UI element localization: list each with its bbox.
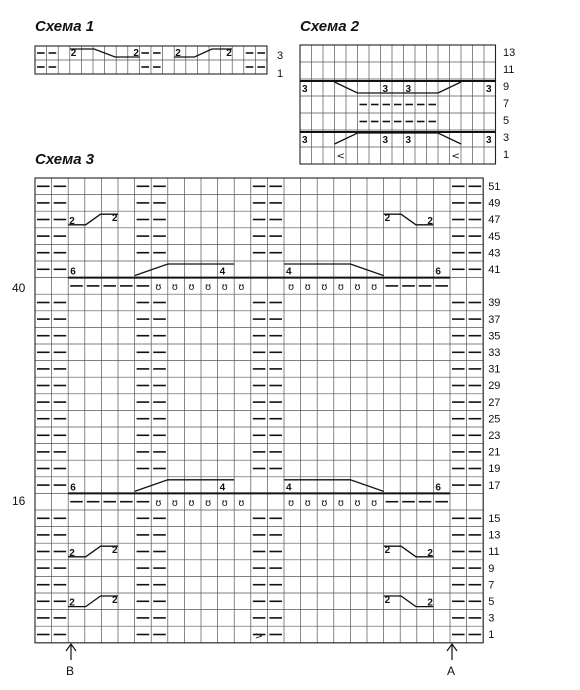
- scheme-2-row-label: 5: [503, 115, 510, 127]
- scheme-3-row-label: 35: [488, 330, 501, 343]
- yarn-over-symbol: ʊ: [238, 282, 245, 294]
- scheme-3-row-label: 47: [488, 214, 501, 227]
- yarn-over-symbol: ʊ: [354, 498, 361, 509]
- scheme-3-row-label: 45: [488, 230, 501, 243]
- yarn-over-symbol: ʊ: [371, 498, 378, 509]
- scheme-3-row-label: 43: [488, 247, 501, 260]
- scheme-3-row-label: 33: [488, 347, 501, 359]
- scheme-3-row-label: 3: [488, 612, 495, 625]
- arrow-label-b: В: [66, 664, 75, 678]
- yarn-over-symbol: ʊ: [321, 282, 328, 294]
- yarn-over-symbol: ʊ: [288, 498, 295, 509]
- scheme-2-row-label: 1: [503, 149, 510, 161]
- yarn-over-symbol: ʊ: [205, 498, 212, 509]
- scheme-3-title: Схема 3: [35, 151, 95, 168]
- cable-count: 3: [382, 84, 389, 95]
- scheme-1-title: Схема 1: [35, 18, 95, 35]
- scheme-3-side-label-40: 40: [12, 281, 26, 295]
- scheme-2-title: Схема 2: [300, 18, 360, 35]
- scheme-3-row-label: 19: [488, 463, 501, 476]
- cable-cross-symbol: [335, 133, 462, 144]
- scheme-3-row-label: 39: [488, 297, 501, 310]
- cable-count: 4: [219, 266, 226, 278]
- scheme-3-row-label: 1: [488, 629, 495, 642]
- cable-cross-symbol: [68, 214, 118, 225]
- yarn-over-symbol: ʊ: [188, 498, 195, 509]
- scheme-3-row-label: 17: [488, 479, 501, 492]
- cable-count: 2: [427, 547, 433, 559]
- cable-count: 2: [384, 595, 391, 606]
- yarn-over-symbol: ʊ: [221, 282, 228, 294]
- arrow-a: [447, 644, 457, 678]
- scheme-2: [300, 18, 515, 164]
- cable-count: 2: [427, 597, 433, 609]
- decrease-symbol: <: [336, 151, 345, 162]
- cable-count: 2: [112, 213, 118, 225]
- cable-count: 2: [69, 547, 75, 559]
- scheme-1-row-labels: [277, 50, 283, 80]
- cable-count: 6: [435, 266, 441, 278]
- cable-count: 6: [435, 482, 441, 494]
- cable-count: 3: [382, 135, 389, 146]
- scheme-1-row-label: 1: [277, 68, 284, 80]
- yarn-over-symbol: ʊ: [337, 282, 344, 294]
- cable-count: 6: [70, 482, 76, 494]
- cable-count: 2: [133, 48, 139, 59]
- cable-cross-symbol: [68, 546, 118, 557]
- yarn-over-symbol: ʊ: [171, 282, 178, 294]
- scheme-1: [35, 18, 283, 80]
- yarn-over-symbol: ʊ: [188, 282, 195, 294]
- cable-count: 2: [112, 595, 118, 606]
- cable-count: 2: [70, 48, 77, 59]
- scheme-3-row-label: 27: [488, 396, 501, 409]
- scheme-3-row-label: 23: [488, 430, 501, 442]
- scheme-3-row-label: 9: [488, 562, 495, 575]
- cable-cross-symbol: [384, 596, 434, 607]
- scheme-2-grid: [300, 45, 496, 164]
- cable-count: 3: [486, 135, 492, 146]
- scheme-1-grid: [35, 46, 267, 74]
- cable-cross-symbol: [68, 596, 118, 607]
- yarn-over-symbol: ʊ: [155, 282, 162, 294]
- cable-count: 3: [405, 135, 412, 146]
- yarn-over-symbol: ʊ: [304, 282, 311, 294]
- cable-count: 2: [384, 545, 391, 557]
- scheme-2-row-label: 3: [503, 132, 510, 144]
- yarn-over-symbol: ʊ: [354, 282, 361, 294]
- cable-count: 2: [384, 213, 391, 225]
- yarn-over-symbol: ʊ: [238, 498, 245, 509]
- scheme-2-row-label: 9: [503, 81, 510, 93]
- scheme-3-row-label: 25: [488, 413, 501, 426]
- cable-count: 2: [427, 215, 433, 227]
- scheme-3-row-label: 31: [488, 363, 501, 376]
- cable-count: 3: [405, 84, 412, 95]
- scheme-3-grid: [35, 178, 483, 643]
- cable-cross-symbol: [384, 214, 434, 225]
- yarn-over-symbol: ʊ: [337, 498, 344, 509]
- scheme-2-row-label: 11: [503, 64, 515, 76]
- scheme-3-side-label-16: 16: [12, 494, 26, 508]
- scheme-3-row-label: 13: [488, 529, 501, 542]
- arrow-b: [66, 644, 76, 678]
- scheme-3-row-label: 29: [488, 380, 501, 393]
- cable-count: 2: [112, 545, 118, 557]
- yarn-over-symbol: ʊ: [321, 498, 328, 509]
- cable-count: 4: [286, 266, 292, 278]
- scheme-3-row-label: 5: [488, 596, 495, 608]
- cable-count: 4: [219, 482, 226, 494]
- cable-cross-symbol: [174, 49, 232, 57]
- yarn-over-symbol: ʊ: [205, 282, 212, 294]
- yarn-over-symbol: ʊ: [288, 282, 295, 294]
- cable-count: 2: [69, 215, 75, 227]
- scheme-3-row-label: 41: [488, 264, 501, 276]
- scheme-3-row-label: 7: [488, 579, 495, 592]
- yarn-over-symbol: ʊ: [171, 498, 178, 509]
- decrease-symbol: >: [254, 630, 264, 642]
- scheme-3: [12, 151, 500, 678]
- cable-cross-symbol: [384, 546, 434, 557]
- cable-count: 3: [302, 84, 308, 95]
- cable-count: 4: [286, 482, 292, 494]
- scheme-3-row-label: 37: [488, 313, 501, 326]
- yarn-over-symbol: ʊ: [221, 498, 228, 509]
- scheme-3-row-label: 49: [488, 197, 501, 210]
- decrease-symbol: <: [451, 151, 460, 162]
- cable-cross-symbol: [335, 82, 462, 93]
- cable-count: 2: [69, 597, 75, 609]
- scheme-3-row-labels: [488, 181, 500, 641]
- scheme-2-row-label: 7: [503, 98, 510, 110]
- cable-count: 3: [486, 84, 492, 95]
- yarn-over-symbol: ʊ: [155, 498, 162, 509]
- yarn-over-symbol: ʊ: [304, 498, 311, 509]
- scheme-3-row-label: 15: [488, 513, 501, 525]
- scheme-3-row-label: 21: [488, 446, 501, 459]
- yarn-over-symbol: ʊ: [371, 282, 378, 294]
- scheme-2-row-labels: [503, 47, 515, 161]
- scheme-3-row-label: 51: [488, 181, 501, 193]
- scheme-2-row-label: 13: [503, 47, 516, 59]
- cable-count: 2: [175, 48, 181, 59]
- cable-count: 6: [70, 266, 76, 278]
- scheme-3-row-label: 11: [488, 546, 500, 559]
- arrow-label-a: А: [447, 664, 456, 678]
- scheme-1-row-label: 3: [277, 50, 284, 62]
- cable-count: 2: [226, 48, 232, 59]
- cable-count: 3: [302, 135, 308, 146]
